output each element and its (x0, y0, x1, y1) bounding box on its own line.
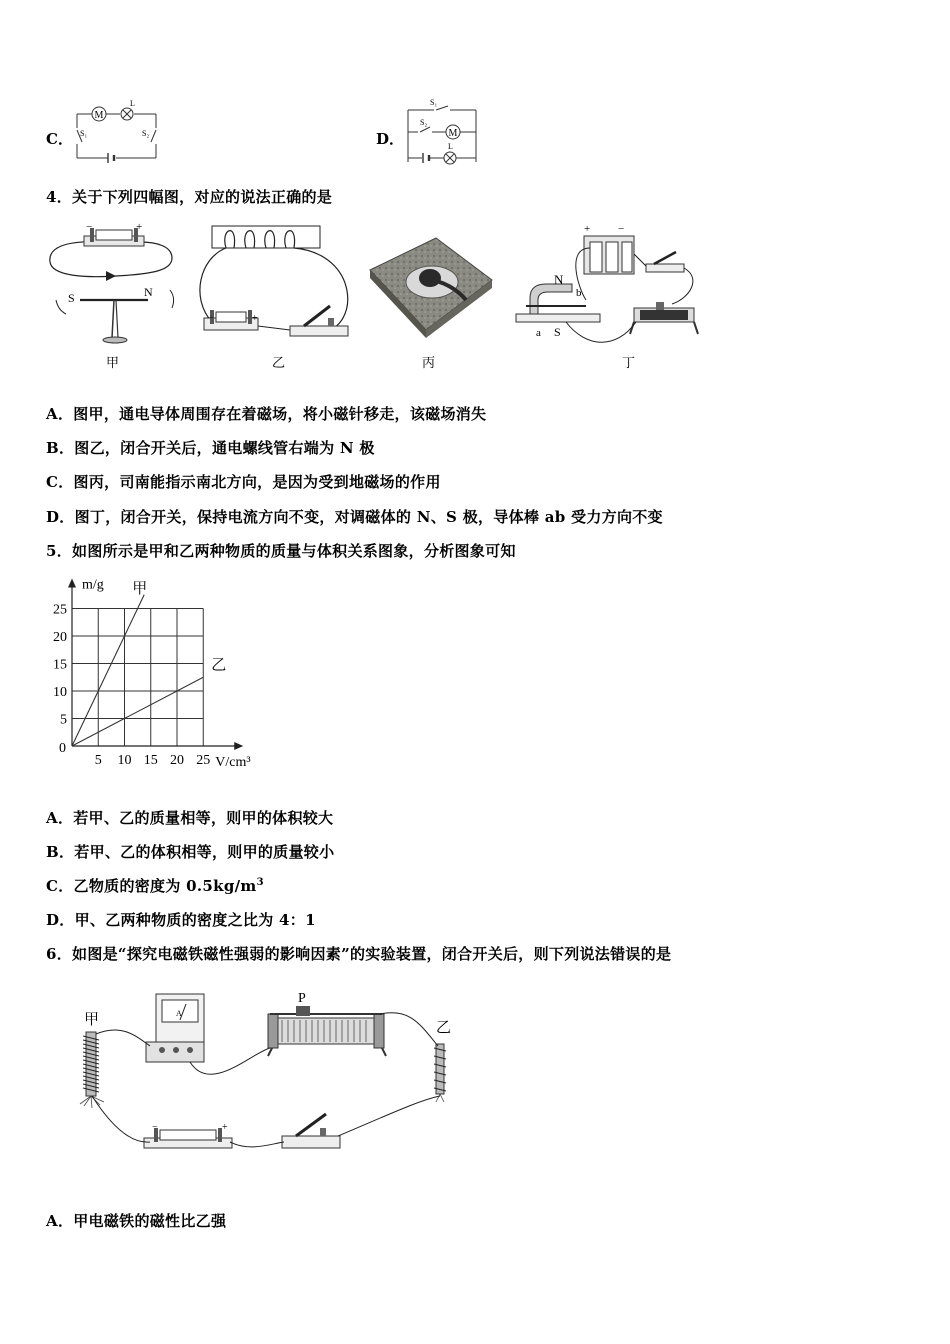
horseshoe-magnet (516, 284, 600, 322)
y-tick-label: 25 (53, 602, 67, 618)
figure-bing-caption: 丙 (422, 356, 436, 371)
compass-needle (80, 300, 148, 343)
knife-switch (282, 1114, 340, 1148)
svg-text:S: S (554, 325, 561, 339)
electromagnet-yi (434, 1044, 446, 1102)
svg-text:M: M (448, 128, 458, 139)
mass-volume-chart (44, 566, 304, 776)
y-tick-label: 15 (53, 657, 67, 673)
option-c-label: C． (46, 130, 73, 148)
figure-jia-oersted (44, 218, 184, 368)
compass-n-label: N (144, 285, 153, 299)
battery-symbol (423, 153, 429, 163)
knife-switch (290, 306, 348, 336)
q5-option-a: A．若甲、乙的质量相等，则甲的体积较大 (46, 809, 334, 827)
label-p: P (298, 991, 306, 1006)
series-label-jia: 甲 (132, 580, 148, 597)
lamp-symbol (444, 142, 456, 164)
y-axis-label: m/g (82, 577, 104, 593)
origin-label: 0 (59, 741, 66, 756)
y-tick-label: 10 (53, 685, 67, 700)
figure-jia-caption: 甲 (106, 356, 120, 371)
svg-text:−: − (152, 1122, 158, 1133)
y-axis-arrow (68, 579, 76, 588)
q6-option-a: A．甲电磁铁的磁性比乙强 (46, 1212, 227, 1230)
label-yi: 乙 (436, 1020, 452, 1036)
electromagnet-experiment-figure (70, 984, 470, 1156)
x-axis-arrow (234, 742, 243, 750)
q5-stem: 5．如图所示是甲和乙两种物质的质量与体积关系图象，分析图象可知 (46, 542, 516, 560)
q4-option-a: A．图甲，通电导体周围存在着磁场，将小磁针移走，该磁场消失 (46, 405, 487, 423)
q4-option-b: B．图乙，闭合开关后，通电螺线管右端为 N 极 (46, 439, 375, 457)
svg-text:+: + (584, 223, 591, 235)
motor-symbol (92, 107, 106, 121)
switch1-label: S₁ (80, 129, 88, 138)
battery-symbol (108, 153, 114, 163)
knife-switch (646, 252, 684, 272)
figure-yi-caption: 乙 (272, 356, 286, 371)
q4-stem: 4．关于下列四幅图，对应的说法正确的是 (46, 188, 333, 206)
switch2-label: S₂ (142, 129, 150, 138)
compass-s-label: S (68, 291, 75, 305)
svg-text:+: + (136, 221, 143, 233)
svg-text:−: − (86, 221, 93, 233)
figure-ding-motor (506, 218, 706, 368)
svg-text:+: + (222, 1122, 228, 1133)
motor-symbol (446, 125, 460, 139)
figure-bing-sinan (366, 230, 496, 340)
circuit-diagram-c (72, 100, 162, 170)
series-label-yi: 乙 (211, 657, 227, 674)
circuit-diagram-d (400, 96, 490, 172)
ammeter (146, 994, 204, 1062)
lamp-symbol (121, 100, 135, 120)
q5-option-d: D．甲、乙两种物质的密度之比为 4：1 (46, 911, 316, 929)
x-tick-label: 5 (94, 753, 102, 768)
q5-option-b: B．若甲、乙的体积相等，则甲的质量较小 (46, 843, 335, 861)
series-line-0 (72, 595, 144, 746)
x-tick-label: 20 (170, 753, 184, 768)
label-jia: 甲 (84, 1012, 100, 1028)
switch2-label: S₂ (420, 118, 428, 127)
x-axis-label: V/cm³ (215, 755, 251, 770)
x-tick-label: 25 (196, 753, 211, 768)
chart-grid (72, 609, 203, 747)
figure-ding-caption: 丁 (622, 356, 636, 371)
x-tick-label: 10 (117, 753, 132, 768)
rheostat (630, 302, 698, 334)
battery-holder (144, 1122, 232, 1148)
sliding-rheostat (268, 1006, 386, 1056)
series-line-1 (72, 677, 203, 746)
svg-text:+: + (252, 313, 258, 324)
svg-text:N: N (554, 272, 564, 287)
svg-text:M: M (94, 110, 104, 121)
q5-option-c: C．乙物质的密度为 $0.5kg/m^3$ (46, 877, 264, 895)
svg-text:L: L (448, 142, 453, 151)
figure-yi-solenoid (190, 218, 360, 348)
q6-stem: 6．如图是“探究电磁铁磁性强弱的影响因素”的实验装置，闭合开关后，则下列说法错误的是 (46, 945, 672, 963)
q4-option-c: C．图丙，司南能指示南北方向，是因为受到地磁场的作用 (46, 473, 441, 491)
y-tick-label: 5 (60, 712, 67, 728)
option-d-label: D． (376, 130, 405, 148)
chart-series (72, 595, 203, 746)
svg-text:A: A (176, 1009, 182, 1018)
svg-text:L: L (130, 100, 135, 108)
y-tick-label: 20 (53, 630, 67, 645)
switch1-label: S₁ (430, 98, 438, 107)
q4-option-d: D．图丁，闭合开关，保持电流方向不变，对调磁体的 N、S 极，导体棒 ab 受力方向不变 (46, 508, 663, 526)
svg-text:a: a (536, 327, 541, 339)
battery-box (584, 223, 634, 274)
svg-text:−: − (618, 223, 625, 235)
svg-text:b: b (576, 287, 582, 299)
svg-text:−: − (208, 313, 214, 324)
x-tick-label: 15 (143, 753, 158, 768)
